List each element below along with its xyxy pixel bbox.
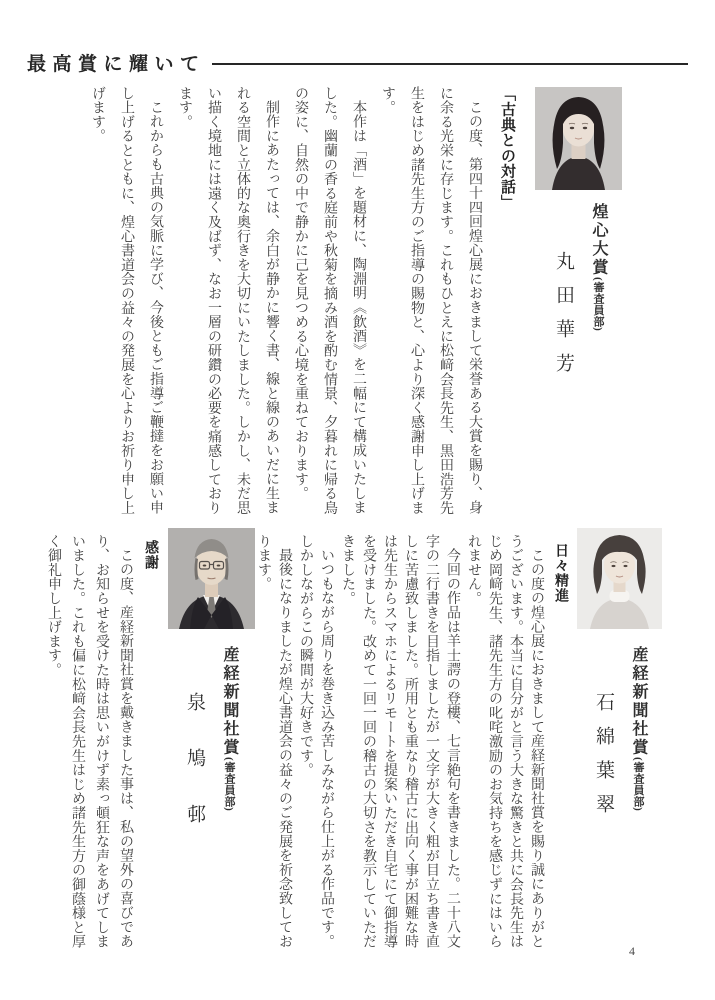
man-portrait-graphic	[168, 528, 255, 629]
essay-paragraph: 制作にあたっては、余白が静かに響く書、線と線のあいだに生まれる空間と立体的な奥行きを大切にいたしました。しかし、未だ思い描く境地には遠く及ばず、なお一層の研鑽の必要を痛感しております。	[177, 86, 279, 515]
award-block-koshin-taisho	[552, 203, 608, 387]
essay-hibi-shoujin	[253, 534, 570, 961]
award-block-sankei-ishiwata	[592, 646, 648, 828]
essay-title: 「古典との対話」	[499, 86, 516, 210]
award-title	[219, 646, 239, 860]
award-division-label: (審査員部)	[223, 757, 235, 812]
award-name-label: 産経新聞社賞	[630, 646, 647, 757]
essay-title: 感謝	[144, 540, 160, 570]
winner-name: 丸田華芳	[553, 251, 574, 387]
portrait-photo-maruta	[535, 87, 622, 190]
page-number: 4	[629, 944, 635, 958]
award-block-sankei-izumi	[183, 646, 239, 860]
essay-paragraph: いつもながら周りを巻き込み苦しみながら仕上がる作品です。しかしながらこの瞬間が大好きです。	[298, 534, 334, 949]
essay-paragraph: 今回の作品は羊士諤の登樓、七言絶句を書きました。二十八文字の二行書きを目指しましたが一文字が大きく粗が目立ち書き直しに苦慮致しました。所用とも重なり稽古に出向く事が困難な時は先生からスマホによるリモートを提案いただき自宅にて御指導を受けました。改めて一回一回の稽古の大切さを教示していただきました。	[340, 534, 460, 949]
award-division-label: (審査員部)	[592, 277, 604, 332]
portrait-photo-izumi	[168, 528, 255, 629]
essay-paragraph: この度の煌心展におきまして産経新聞社賞を賜り誠にありがとうございます。本当に自分がと言う大きな驚きと共に会長先生はじめ岡﨑先生、諸先生方の叱咤激励のお気持ちを感じずにはいられません。	[466, 534, 544, 949]
essay-paragraph: 最後になりましたが煌心書道会の益々のご発展を祈念致しております。	[256, 534, 292, 949]
award-title	[588, 203, 608, 387]
essay-paragraph: 本作は「酒」を題材に、陶淵明《飲酒》を二幅にて構成いたしました。幽蘭の香る庭前や秋菊を摘み酒を酌む情景、夕暮れに帰る鳥の姿に、自然の中で静かに己を見つめる心境を重ねております。	[293, 86, 366, 515]
award-name-label: 産経新聞社賞	[221, 646, 238, 757]
winner-name: 石綿葉翠	[593, 692, 614, 828]
woman-portrait-graphic	[535, 87, 622, 190]
woman-portrait-graphic	[577, 528, 662, 629]
award-name-label: 煌心大賞	[590, 203, 607, 277]
essay-paragraph: この度、産経新聞社賞を戴きました事は、私の望外の喜びであり、お知らせを受けた時は思いがけず素っ頓狂な声をあげてしまいました。これも偏に松﨑会長先生はじめ諸先生方の御蔭様と厚く御礼申し上げます。	[46, 534, 133, 949]
header-rule	[212, 63, 688, 65]
page-title: 最高賞に耀いて	[27, 54, 206, 75]
essay-paragraph: この度、第四十四回煌心展におきまして栄誉ある大賞を賜り、身に余る光栄に存じます。これもひとえに松﨑会長先生、黒田浩芳先生をはじめ諸先生方のご指導の賜物と、心より深く感謝申し上げます。	[380, 86, 482, 515]
essay-paragraph: これからも古典の気脈に学び、今後ともご指導ご鞭撻をお願い申し上げるとともに、煌心書道会の益々の発展を心よりお祈り申し上げます。	[90, 86, 163, 515]
winner-name: 泉鳩邨	[184, 692, 205, 860]
portrait-photo-ishiwata	[577, 528, 662, 629]
award-title	[628, 646, 648, 828]
essay-kotenk-taiwa	[83, 86, 516, 522]
essay-kansha	[41, 534, 160, 961]
award-division-label: (審査員部)	[632, 757, 644, 812]
essay-title: 日々精進	[554, 543, 570, 603]
